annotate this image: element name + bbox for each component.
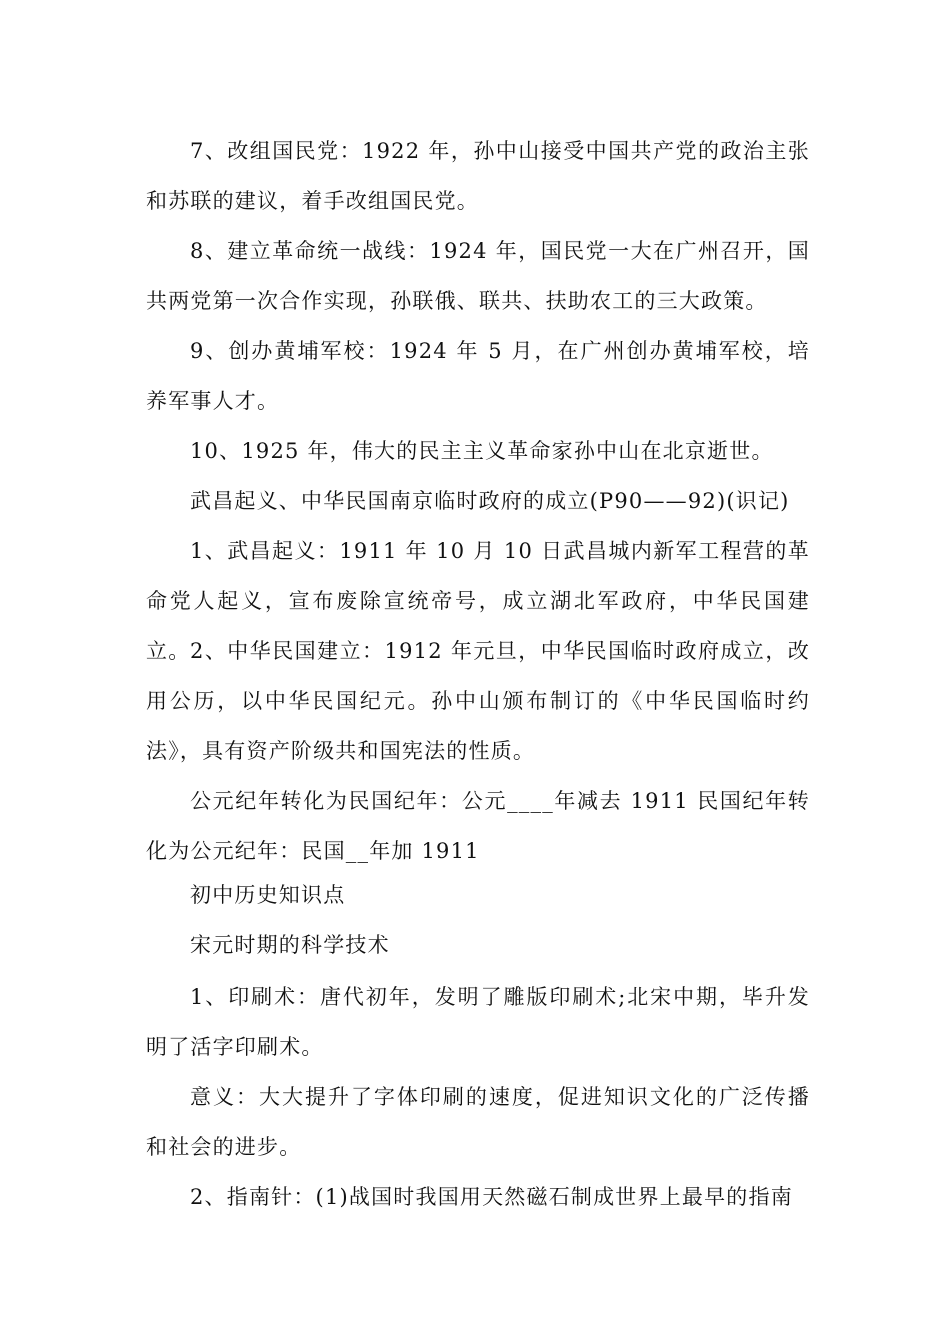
paragraph-sun-yatsen-death: 10、1925 年，伟大的民主主义革命家孙中山在北京逝世。 (190, 439, 774, 463)
paragraph-compass: 2、指南针：(1)战国时我国用天然磁石制成世界上最早的指南 (190, 1185, 793, 1209)
paragraph-printing: 1、印刷术：唐代初年，发明了雕版印刷术;北宋中期，毕升发明了活字印刷术。 (146, 985, 810, 1059)
paragraph-whampoa-academy: 9、创办黄埔军校：1924 年 5 月，在广州创办黄埔军校，培养军事人才。 (146, 339, 810, 413)
section-heading-wuchang: 武昌起义、中华民国南京临时政府的成立(P90——92)(识记) (190, 489, 790, 513)
paragraph-calendar-conversion: 公元纪年转化为民国纪年：公元____年减去 1911 民国纪年转化为公元纪年：民国__年加 1911 (146, 789, 810, 863)
paragraph-wuchang-uprising: 1、武昌起义：1911 年 10 月 10 日武昌城内新军工程营的革命党人起义，宣布废除宣统帝号，成立湖北军政府，中华民国建立。 (146, 539, 810, 663)
section-heading-song-yuan-tech: 宋元时期的科学技术 (190, 933, 390, 957)
section-heading-history-points: 初中历史知识点 (190, 883, 346, 907)
paragraph-united-front: 8、建立革命统一战线：1924 年，国民党一大在广州召开，国共两党第一次合作实现，孙联俄、联共、扶助农工的三大政策。 (146, 239, 810, 313)
paragraph-printing-significance: 意义：大大提升了字体印刷的速度，促进知识文化的广泛传播和社会的进步。 (146, 1085, 810, 1159)
paragraph-roc-founding: 2、中华民国建立：1912 年元旦，中华民国临时政府成立，改用公历，以中华民国纪元。孙中山颁布制订的《中华民国临时约法》，具有资产阶级共和国宪法的性质。 (146, 639, 810, 763)
paragraph-reorganize-kmt: 7、改组国民党：1922 年，孙中山接受中国共产党的政治主张和苏联的建议，着手改组国民党。 (146, 139, 810, 213)
